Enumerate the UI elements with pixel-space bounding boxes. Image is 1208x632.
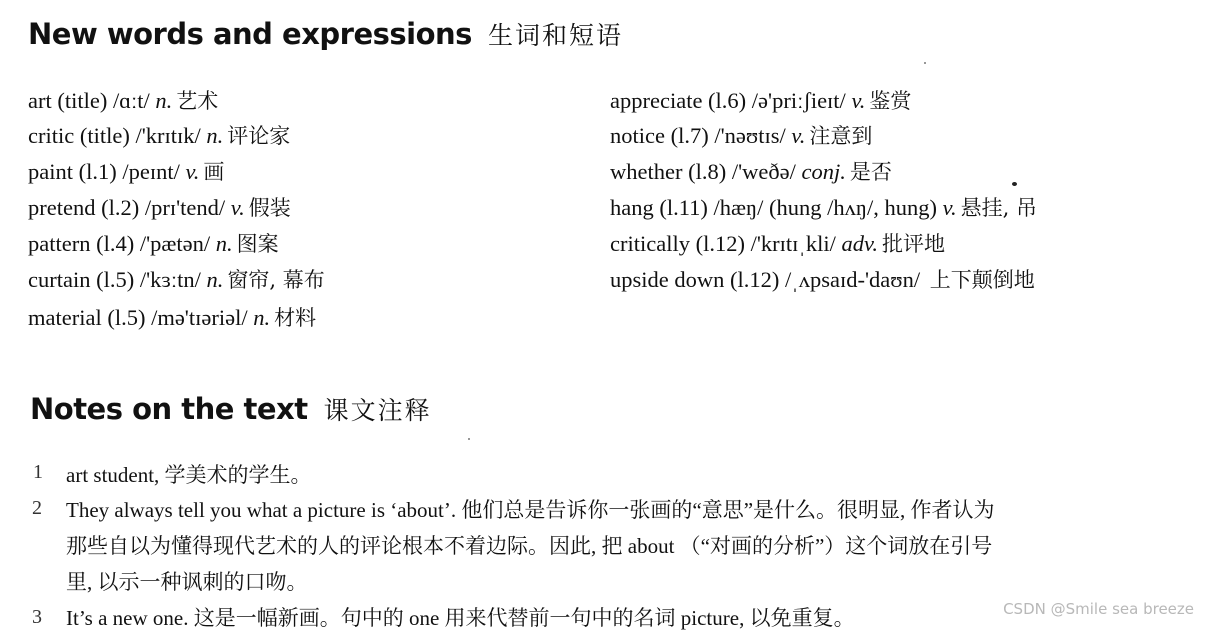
vocab-pos: n. — [155, 88, 173, 113]
vocab-item — [610, 85, 911, 115]
vocab-word: curtain (l.5) /'kɜːtn/ — [28, 267, 207, 292]
vocab-pos: n. — [206, 267, 224, 292]
vocab-meaning: 上下颠倒地 — [929, 268, 1035, 292]
vocab-item — [610, 264, 1035, 294]
note-line: art student, 学美术的学生。 — [66, 463, 312, 487]
vocab-pos: n. — [215, 231, 233, 256]
scan-speck — [1012, 182, 1017, 186]
section-title-zh: 生词和短语 — [487, 21, 623, 50]
vocab-item — [610, 192, 1037, 222]
vocab-word: paint (l.1) /peɪnt/ — [28, 159, 186, 184]
vocab-word: appreciate (l.6) /ə'priːʃieɪt/ — [610, 88, 852, 113]
vocab-item — [28, 302, 316, 332]
vocab-pos: v. — [942, 195, 957, 220]
vocab-meaning: 图案 — [236, 232, 279, 256]
vocab-word: material (l.5) /mə'tɪəriəl/ — [28, 305, 254, 330]
note-line: 里, 以示一种讽刺的口吻。 — [66, 570, 308, 594]
note-line: It’s a new one. 这是一幅新画。句中的 one 用来代替前一句中的名词 picture, 以免重复。 — [66, 606, 855, 630]
vocab-meaning: 艺术 — [176, 89, 219, 113]
vocab-item — [28, 228, 279, 258]
vocab-pos: v. — [230, 195, 245, 220]
note-line: 那些自以为懂得现代艺术的人的评论根本不着边际。因此, 把 about （“对画的分析”）这个词放在引号 — [66, 534, 993, 558]
section-title: Notes on the text — [30, 392, 308, 426]
vocab-item — [28, 192, 291, 222]
note-number: 2 — [32, 497, 42, 519]
note-number: 1 — [33, 461, 43, 483]
vocab-item — [28, 120, 290, 150]
vocab-word: critically (l.12) /'krɪtɪˌkli/ — [610, 231, 842, 256]
vocab-item — [610, 156, 892, 186]
vocab-pos: v. — [185, 159, 200, 184]
vocab-pos: v. — [851, 88, 866, 113]
vocab-meaning: 批评地 — [881, 232, 945, 256]
vocab-pos: adv. — [841, 231, 878, 256]
note-number: 3 — [32, 606, 42, 628]
watermark: CSDN @Smile sea breeze — [1003, 600, 1194, 618]
vocab-item — [610, 228, 945, 258]
vocab-item — [28, 85, 218, 115]
vocab-word: critic (title) /'krɪtɪk/ — [28, 123, 207, 148]
section-heading-notes — [30, 391, 432, 427]
vocab-meaning: 画 — [203, 160, 225, 184]
note-line: They always tell you what a picture is ‘about’. 他们总是告诉你一张画的“意思”是什么。很明显, 作者认为 — [66, 498, 995, 522]
vocab-meaning: 悬挂, 吊 — [960, 196, 1037, 220]
vocab-word: pattern (l.4) /'pætən/ — [28, 231, 216, 256]
section-heading-new-words — [28, 16, 623, 52]
scan-speck — [924, 62, 926, 64]
vocab-meaning: 评论家 — [227, 124, 291, 148]
vocab-pos: n. — [253, 305, 271, 330]
section-title: New words and expressions — [28, 17, 472, 51]
vocab-word: art (title) /ɑːt/ — [28, 88, 156, 113]
vocab-word: notice (l.7) /'nəʊtɪs/ — [610, 123, 792, 148]
vocab-word: pretend (l.2) /prɪ'tend/ — [28, 195, 231, 220]
vocab-item — [610, 120, 872, 150]
vocab-pos: n. — [206, 123, 224, 148]
vocab-item — [28, 264, 325, 294]
section-title-zh: 课文注释 — [323, 396, 432, 425]
vocab-word: upside down (l.12) /ˌʌpsaɪd-'daʊn/ — [610, 267, 926, 292]
vocab-meaning: 鉴赏 — [869, 89, 912, 113]
vocab-item — [28, 156, 224, 186]
vocab-meaning: 窗帘, 幕布 — [227, 268, 325, 292]
vocab-word: hang (l.11) /hæŋ/ (hung /hʌŋ/, hung) — [610, 195, 943, 220]
scan-speck — [468, 438, 470, 440]
vocab-pos: conj. — [801, 159, 846, 184]
vocab-meaning: 材料 — [274, 306, 317, 330]
vocab-meaning: 假装 — [248, 196, 291, 220]
vocab-word: whether (l.8) /'weðə/ — [610, 159, 802, 184]
vocab-meaning: 是否 — [849, 160, 892, 184]
vocab-pos: v. — [791, 123, 806, 148]
vocab-meaning: 注意到 — [809, 124, 873, 148]
